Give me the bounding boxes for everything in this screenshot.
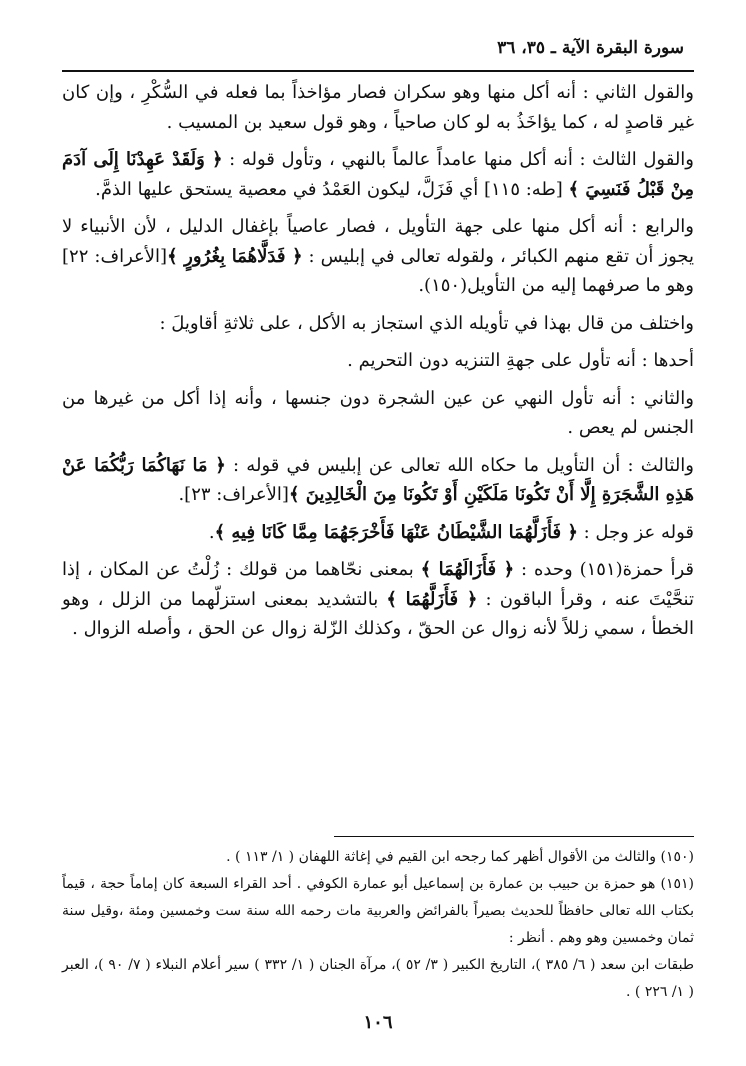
quran-verse: ﴿ فَدَلَّاهُمَا بِغُرُورٍ ﴾	[167, 245, 303, 267]
running-header	[62, 38, 694, 64]
quran-verse: ﴿ فَأَزَلَّهُمَا الشَّيْطَانُ عَنْهَا فَأَخْرَجَهُمَا مِمَّا كَانَا فِيهِ ﴾	[214, 521, 578, 543]
body-paragraph	[62, 555, 694, 644]
paragraph-text: قوله عز وجل :	[577, 521, 694, 543]
paragraph-text: أحدها : أنه تأول على جهةِ التنزيه دون التحريم .	[347, 350, 694, 371]
paragraph-text: بمعنى نحّاهما من قولك : زُلْتُ عن المكان ، إذا تنحَّيْتَ عنه ، وقرأ الباقون :	[62, 559, 695, 610]
footnote: (١٥٠) والثالث من الأقوال أظهر كما رجحه ابن القيم في إغاثة اللهفان ( ١/ ١١٣ ) .	[226, 849, 694, 865]
body-paragraph	[62, 145, 694, 204]
paragraph-text: والثاني : أنه تأول النهي عن عين الشجرة دون جنسها ، وأنه إذا أكل من غيرها من الجنس لم يعص .	[62, 387, 694, 438]
header-rule	[62, 70, 694, 72]
page-number: ١٠٦	[363, 1012, 393, 1033]
paragraph-text: [الأعراف: ٢٣].	[178, 484, 289, 505]
paragraph-text: بالتشديد بمعنى استزلّهما من الزلل ، وهو الخطأ ، سمي زللاً لأنه زوال عن الحقّ ، وكذلك الزّلة زوال عن الحق ، وأصله الزوال .	[62, 588, 694, 639]
paragraph-text: والقول الثالث : أنه أكل منها عامداً عالماً بالنهي ، وتأول قوله :	[222, 149, 694, 170]
paragraph-text: والرابع : أنه أكل منها على جهة التأويل ، فصار عاصياً بإغفال الدليل ، لأن الأنبياء لا يجوز أن تقع منهم الكبائر ، ولقوله تعالى في إبليس :	[62, 216, 694, 267]
book-page	[62, 30, 694, 1040]
paragraph-text: والثالث : أن التأويل ما حكاه الله تعالى عن إبليس في قوله :	[225, 454, 695, 476]
quran-verse: ﴿ وَلَقَدْ عَهِدْنَا إِلَى آدَمَ مِنْ قَبْلُ فَنَسِيَ ﴾	[62, 149, 694, 200]
main-text	[62, 78, 694, 652]
body-paragraph	[62, 384, 694, 443]
paragraph-text: قرأ حمزة(١٥١) وحده :	[514, 559, 694, 580]
quran-verse: ﴿ فَأَزَلَّهُمَا ﴾	[386, 588, 478, 610]
body-paragraph	[62, 451, 694, 510]
paragraph-text: .	[208, 521, 215, 543]
paragraph-text: والقول الثاني : أنه أكل منها وهو سكران فصار مؤاخذاً بما فعله في السُّكْرِ ، وإن كان غير قاصدٍ له ، كما يؤاخَذُ به لو كان صاحياً ، وهو قول سعيد بن المسيب .	[62, 82, 694, 133]
body-paragraph	[62, 309, 694, 339]
footnote: طبقات ابن سعد ( ٦/ ٣٨٥ )، التاريخ الكبير ( ٣/ ٥٢ )، مرآة الجنان ( ١/ ٣٣٢ ) سير أعلام النبلاء ( ٧/ ٩٠ )، العبر ( ١/ ٢٢٦ ) .	[62, 957, 694, 1000]
body-paragraph	[62, 212, 694, 301]
paragraph-text: واختلف من قال بهذا في تأويله الذي استجاز به الأكل ، على ثلاثةِ أقاويلَ :	[159, 312, 694, 334]
paragraph-text: [الأعراف: ٢٢] وهو ما صرفهما إليه من التأويل(١٥٠).	[62, 245, 694, 296]
body-paragraph	[62, 518, 694, 548]
footnotes	[62, 844, 694, 1006]
body-paragraph	[62, 78, 694, 137]
body-paragraph	[62, 346, 694, 376]
quran-verse: ﴿ فَأَزَالَهُمَا ﴾	[420, 559, 515, 580]
footnote-rule	[334, 836, 694, 837]
paragraph-text: [طه: ١١٥] أي فَزَلَّ، ليكون العَمْدُ في معصية يستحق عليها الذمَّ.	[95, 178, 569, 200]
quran-verse: ﴿ مَا نَهَاكُمَا رَبُّكُمَا عَنْ هَذِهِ الشَّجَرَةِ إِلَّا أَنْ تَكُونَا مَلَكَيْنِ أَوْ تَكُونَا مِنَ الْخَالِدِينَ ﴾	[62, 454, 694, 505]
footnote: (١٥١) هو حمزة بن حبيب بن عمارة بن إسماعيل أبو عمارة الكوفي . أحد القراء السبعة كان إماماً حجة ، قيماً بكتاب الله تعالى حافظاً للحديث بصيراً بالفرائض والعربية مات رحمه الله سنة ست وخمسين ومئة ،وقيل سنة ثمان وخمسين وهو وهم . أنظر :	[62, 876, 694, 946]
header-title: سورة البقرة الآية ـ ٣٥، ٣٦	[497, 38, 684, 58]
